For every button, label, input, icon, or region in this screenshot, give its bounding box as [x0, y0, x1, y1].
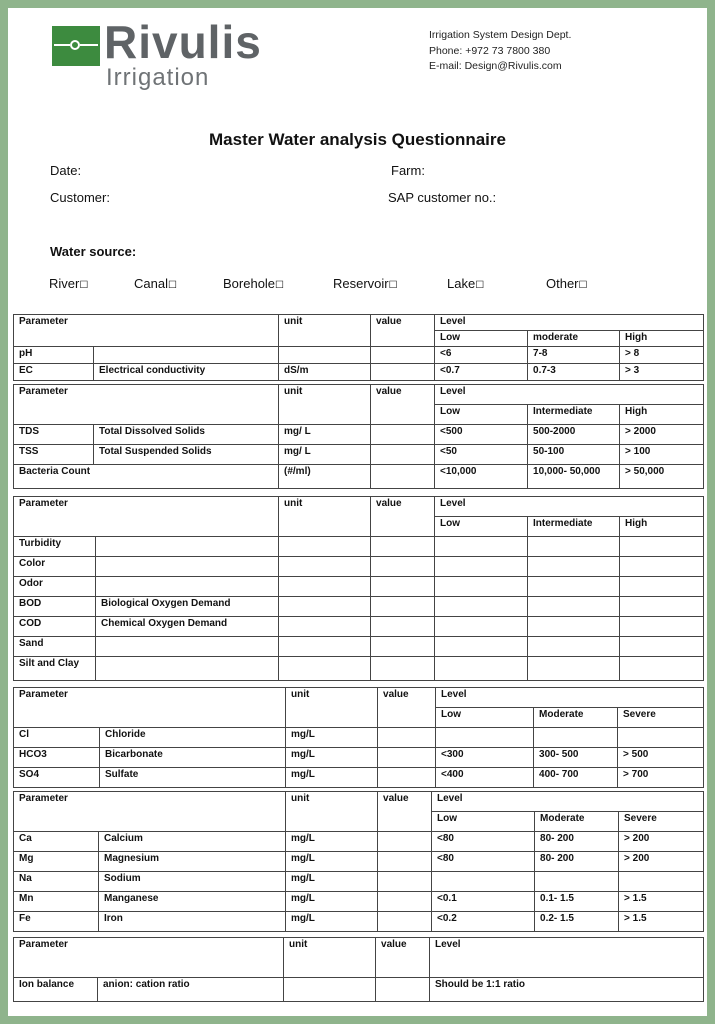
- table-row: [14, 425, 704, 445]
- level-low: Low: [435, 517, 528, 537]
- table-cell: mg/L: [286, 872, 378, 892]
- checkbox-icon[interactable]: ☐: [275, 280, 285, 291]
- source-borehole[interactable]: Borehole☐: [223, 276, 285, 291]
- level-moderate: Moderate: [534, 708, 618, 728]
- table-cell: mg/ L: [279, 425, 371, 445]
- value-input[interactable]: [376, 978, 430, 1002]
- table-cell: [279, 557, 371, 577]
- table-cell: Chloride: [100, 728, 286, 748]
- header-unit: unit: [279, 315, 371, 347]
- value-input[interactable]: [371, 637, 435, 657]
- table-cell: [535, 872, 619, 892]
- table-cell: Total Dissolved Solids: [94, 425, 279, 445]
- contact-dept: Irrigation System Design Dept.: [429, 29, 572, 41]
- header-parameter: Parameter: [14, 497, 279, 537]
- value-input[interactable]: [371, 577, 435, 597]
- level-high: High: [620, 517, 704, 537]
- table-row: [14, 465, 704, 489]
- source-reservoir[interactable]: Reservoir☐: [333, 276, 398, 291]
- table-cell: <500: [435, 425, 528, 445]
- checkbox-icon[interactable]: ☐: [578, 280, 588, 291]
- level-high: High: [620, 405, 704, 425]
- table-cell: Fe: [14, 912, 99, 932]
- table-cell: dS/m: [279, 364, 371, 381]
- value-input[interactable]: [378, 892, 432, 912]
- header-level: Level: [432, 792, 704, 812]
- table-cell: [528, 537, 620, 557]
- table-cell: <80: [432, 852, 535, 872]
- table-row: [14, 385, 704, 405]
- header-value: value: [371, 497, 435, 537]
- drip-line-icon: [52, 26, 100, 66]
- table-row: [14, 597, 704, 617]
- table-row: [14, 938, 704, 978]
- table-cell: > 3: [620, 364, 704, 381]
- value-input[interactable]: [378, 852, 432, 872]
- table-cell: [284, 978, 376, 1002]
- table-cell: <80: [432, 832, 535, 852]
- value-input[interactable]: [378, 728, 436, 748]
- table-cell: mg/L: [286, 832, 378, 852]
- header-value: value: [371, 385, 435, 425]
- value-input[interactable]: [378, 832, 432, 852]
- header-level: Level: [435, 497, 704, 517]
- table-cell: [432, 872, 535, 892]
- table-cell: > 1.5: [619, 892, 704, 912]
- table-cell: > 100: [620, 445, 704, 465]
- table-cell: > 8: [620, 347, 704, 364]
- table-cell: mg/L: [286, 728, 378, 748]
- table-cell: Should be 1:1 ratio: [430, 978, 704, 1002]
- header-level: Level: [430, 938, 704, 978]
- table-cell: <400: [436, 768, 534, 788]
- table-cell: 400- 700: [534, 768, 618, 788]
- table-cell: [279, 657, 371, 681]
- header-parameter: Parameter: [14, 315, 279, 347]
- value-input[interactable]: [371, 364, 435, 381]
- table-cell: [528, 617, 620, 637]
- checkbox-icon[interactable]: ☐: [79, 280, 89, 291]
- header-level: Level: [435, 385, 704, 405]
- table-row: [14, 657, 704, 681]
- table-cell: Magnesium: [99, 852, 286, 872]
- table-cell: > 1.5: [619, 912, 704, 932]
- sap-customer-field[interactable]: SAP customer no.:: [388, 190, 497, 205]
- table-cell: [435, 597, 528, 617]
- table-cell: [96, 577, 279, 597]
- contact-phone: Phone: +972 73 7800 380: [429, 44, 551, 57]
- table-row: [14, 768, 704, 788]
- source-river[interactable]: River☐: [49, 276, 89, 291]
- table-cell: EC: [14, 364, 94, 381]
- table-cell: [279, 597, 371, 617]
- table-cell: <6: [435, 347, 528, 364]
- table-cell: Sodium: [99, 872, 286, 892]
- table-cell: [94, 347, 279, 364]
- table-cell: [279, 577, 371, 597]
- table-cell: [534, 728, 618, 748]
- anions-table: [13, 687, 704, 788]
- checkbox-icon[interactable]: ☐: [475, 280, 485, 291]
- farm-field[interactable]: Farm:: [391, 163, 425, 178]
- table-cell: [279, 637, 371, 657]
- table-cell: Mn: [14, 892, 99, 912]
- value-input[interactable]: [378, 872, 432, 892]
- table-cell: 80- 200: [535, 832, 619, 852]
- table-row: [14, 537, 704, 557]
- table-row: [14, 347, 704, 364]
- level-intermediate: Intermediate: [528, 405, 620, 425]
- table-cell: BOD: [14, 597, 96, 617]
- questionnaire-page: [8, 8, 707, 1016]
- value-input[interactable]: [371, 657, 435, 681]
- source-other[interactable]: Other☐: [546, 276, 588, 291]
- table-row: [14, 892, 704, 912]
- table-row: [14, 617, 704, 637]
- table-cell: [436, 728, 534, 748]
- table-cell: COD: [14, 617, 96, 637]
- table-cell: [435, 537, 528, 557]
- table-cell: <10,000: [435, 465, 528, 489]
- table-row: [14, 912, 704, 932]
- table-row: [14, 497, 704, 517]
- table-cell: Biological Oxygen Demand: [96, 597, 279, 617]
- value-input[interactable]: [378, 748, 436, 768]
- table-cell: 0.1- 1.5: [535, 892, 619, 912]
- table-cell: 0.7-3: [528, 364, 620, 381]
- table-cell: [619, 872, 704, 892]
- value-input[interactable]: [371, 425, 435, 445]
- table-row: [14, 872, 704, 892]
- header-unit: unit: [279, 497, 371, 537]
- table-cell: [620, 657, 704, 681]
- table-cell: [279, 617, 371, 637]
- table-cell: [528, 557, 620, 577]
- value-input[interactable]: [371, 617, 435, 637]
- table-cell: [528, 657, 620, 681]
- level-severe: Severe: [618, 708, 704, 728]
- table-row: [14, 315, 704, 331]
- table-cell: > 2000: [620, 425, 704, 445]
- header-value: value: [371, 315, 435, 347]
- header-unit: unit: [286, 792, 378, 832]
- table-cell: 0.2- 1.5: [535, 912, 619, 932]
- level-high: High: [620, 331, 704, 347]
- table-cell: Ion balance: [14, 978, 98, 1002]
- header-level: Level: [435, 315, 704, 331]
- table-cell: <300: [436, 748, 534, 768]
- table-cell: Cl: [14, 728, 100, 748]
- level-low: Low: [435, 405, 528, 425]
- table-cell: mg/L: [286, 768, 378, 788]
- table-cell: Total Suspended Solids: [94, 445, 279, 465]
- table-cell: Manganese: [99, 892, 286, 912]
- table-cell: TDS: [14, 425, 94, 445]
- table-cell: > 200: [619, 852, 704, 872]
- table-cell: > 200: [619, 832, 704, 852]
- value-input[interactable]: [371, 347, 435, 364]
- table-cell: [279, 347, 371, 364]
- table-row: [14, 852, 704, 872]
- table-cell: Turbidity: [14, 537, 96, 557]
- table-cell: mg/L: [286, 892, 378, 912]
- level-moderate: moderate: [528, 331, 620, 347]
- contact-block: [429, 28, 571, 75]
- table-cell: [620, 537, 704, 557]
- table-cell: [96, 657, 279, 681]
- table-cell: Color: [14, 557, 96, 577]
- ph-ec-table: [13, 314, 704, 381]
- table-cell: 7-8: [528, 347, 620, 364]
- ion-balance-table: [13, 937, 704, 1002]
- value-input[interactable]: [371, 445, 435, 465]
- header-value: value: [376, 938, 430, 978]
- table-cell: Sulfate: [100, 768, 286, 788]
- table-cell: [435, 557, 528, 577]
- table-cell: 300- 500: [534, 748, 618, 768]
- table-row: [14, 445, 704, 465]
- level-severe: Severe: [619, 812, 704, 832]
- table-cell: [620, 577, 704, 597]
- source-lake[interactable]: Lake☐: [447, 276, 485, 291]
- table-cell: [620, 617, 704, 637]
- header-unit: unit: [279, 385, 371, 425]
- table-cell: [96, 557, 279, 577]
- checkbox-icon[interactable]: ☐: [388, 280, 398, 291]
- header-value: value: [378, 792, 432, 832]
- contact-email: E-mail: Design@Rivulis.com: [429, 60, 562, 72]
- header-level: Level: [436, 688, 704, 708]
- table-cell: Bicarbonate: [100, 748, 286, 768]
- table-cell: > 700: [618, 768, 704, 788]
- table-cell: <0.2: [432, 912, 535, 932]
- table-cell: <0.7: [435, 364, 528, 381]
- table-cell: Na: [14, 872, 99, 892]
- table-cell: Calcium: [99, 832, 286, 852]
- level-low: Low: [435, 331, 528, 347]
- value-input[interactable]: [371, 537, 435, 557]
- table-cell: Electrical conductivity: [94, 364, 279, 381]
- date-field[interactable]: Date:: [50, 163, 82, 178]
- value-input[interactable]: [371, 465, 435, 489]
- header-unit: unit: [286, 688, 378, 728]
- table-cell: [96, 537, 279, 557]
- table-cell: Silt and Clay: [14, 657, 96, 681]
- level-low: Low: [432, 812, 535, 832]
- table-row: [14, 832, 704, 852]
- table-cell: mg/L: [286, 852, 378, 872]
- table-row: [14, 577, 704, 597]
- table-cell: 80- 200: [535, 852, 619, 872]
- value-input[interactable]: [378, 912, 432, 932]
- table-cell: HCO3: [14, 748, 100, 768]
- table-cell: [435, 657, 528, 681]
- table-row: [14, 557, 704, 577]
- customer-field[interactable]: Customer:: [50, 190, 110, 205]
- header-value: value: [378, 688, 436, 728]
- table-cell: (#/ml): [279, 465, 371, 489]
- table-cell: [435, 617, 528, 637]
- table-cell: mg/L: [286, 748, 378, 768]
- header-parameter: Parameter: [14, 688, 286, 728]
- header-parameter: Parameter: [14, 938, 284, 978]
- table-cell: [435, 637, 528, 657]
- table-row: [14, 688, 704, 708]
- table-row: [14, 792, 704, 812]
- table-cell: <50: [435, 445, 528, 465]
- table-cell: > 50,000: [620, 465, 704, 489]
- value-input[interactable]: [378, 768, 436, 788]
- table-cell: Chemical Oxygen Demand: [96, 617, 279, 637]
- checkbox-icon[interactable]: ☐: [167, 280, 177, 291]
- table-cell: Ca: [14, 832, 99, 852]
- table-row: [14, 364, 704, 381]
- table-cell: Iron: [99, 912, 286, 932]
- table-cell: [620, 637, 704, 657]
- solids-table: [13, 384, 704, 489]
- value-input[interactable]: [371, 597, 435, 617]
- table-cell: SO4: [14, 768, 100, 788]
- table-row: [14, 978, 704, 1002]
- physical-table: [13, 496, 704, 681]
- table-cell: TSS: [14, 445, 94, 465]
- brand-subtitle: Irrigation: [106, 64, 210, 91]
- table-row: [14, 728, 704, 748]
- table-cell: [620, 557, 704, 577]
- header-parameter: Parameter: [14, 792, 286, 832]
- table-row: [14, 748, 704, 768]
- table-cell: [528, 597, 620, 617]
- level-moderate: Moderate: [535, 812, 619, 832]
- table-cell: [620, 597, 704, 617]
- table-cell: [528, 577, 620, 597]
- water-source-label: Water source:: [50, 244, 137, 259]
- header-parameter: Parameter: [14, 385, 279, 425]
- table-cell: anion: cation ratio: [98, 978, 284, 1002]
- table-cell: mg/ L: [279, 445, 371, 465]
- table-cell: [96, 637, 279, 657]
- brand-name: Rivulis: [104, 16, 262, 68]
- table-cell: pH: [14, 347, 94, 364]
- table-cell: [528, 637, 620, 657]
- table-cell: [435, 577, 528, 597]
- level-low: Low: [436, 708, 534, 728]
- table-cell: Bacteria Count: [14, 465, 279, 489]
- table-row: [14, 637, 704, 657]
- header-unit: unit: [284, 938, 376, 978]
- table-cell: Odor: [14, 577, 96, 597]
- table-cell: mg/L: [286, 912, 378, 932]
- table-cell: 10,000- 50,000: [528, 465, 620, 489]
- level-intermediate: Intermediate: [528, 517, 620, 537]
- source-canal[interactable]: Canal☐: [134, 276, 177, 291]
- table-cell: [618, 728, 704, 748]
- table-cell: Sand: [14, 637, 96, 657]
- table-cell: 50-100: [528, 445, 620, 465]
- page-title: Master Water analysis Questionnaire: [209, 130, 506, 149]
- table-cell: [279, 537, 371, 557]
- table-cell: Mg: [14, 852, 99, 872]
- table-cell: 500-2000: [528, 425, 620, 445]
- cations-table: [13, 791, 704, 932]
- table-cell: <0.1: [432, 892, 535, 912]
- value-input[interactable]: [371, 557, 435, 577]
- table-cell: > 500: [618, 748, 704, 768]
